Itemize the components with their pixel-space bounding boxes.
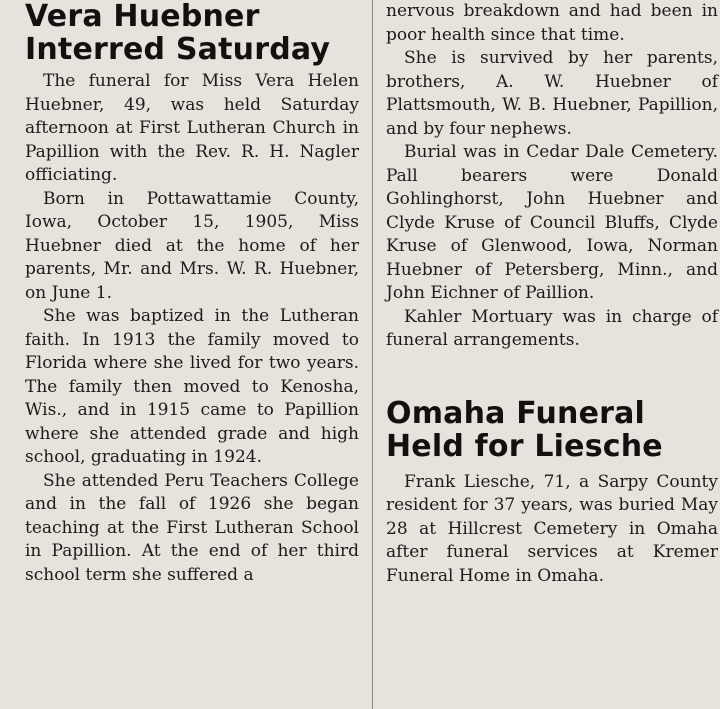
article-continuation: [386, 0, 718, 588]
article-vera-huebner: [25, 0, 359, 587]
article-paragraph: The funeral for Miss Vera Helen Huebner, 49, was held Saturday afternoon at First Lutheran Church in Papillion with the Rev. R. H. Nagler officiating.: [25, 71, 359, 185]
headline-line: Held for Liesche: [386, 428, 663, 464]
headline-line: Omaha Funeral: [386, 395, 646, 431]
article-frank-liesche: [386, 397, 718, 589]
article-headline: [25, 0, 359, 66]
article-paragraph: Kahler Mortuary was in charge of funeral arrangements.: [386, 306, 718, 350]
column-divider: [372, 0, 373, 709]
headline-line: Vera Huebner: [25, 0, 260, 34]
continued-paragraph: nervous breakdown and had been in poor health since that time.: [386, 1, 718, 45]
article-paragraph: She was baptized in the Lutheran faith. In 1913 the family moved to Florida where she lived for two years. The family then moved to Kenosha, Wis., and in 1915 came to Papillion where she attended grade and high school, graduating in 1924.: [25, 306, 359, 467]
article-paragraph: She attended Peru Teachers College and in the fall of 1926 she began teaching at the First Lutheran School in Papillion. At the end of her third school term she suffered a: [25, 470, 359, 585]
article-paragraph: Burial was in Cedar Dale Cemetery. Pall bearers were Donald Gohlinghorst, John Huebner and Clyde Kruse of Council Bluffs, Clyde Kruse of Glenwood, Iowa, Norman Huebner of Petersberg, Minn., and John Eichner of Paillion.: [386, 142, 718, 303]
article-headline: [386, 397, 718, 463]
article-paragraph: Born in Pottawattamie County, Iowa, October 15, 1905, Miss Huebner died at the home of her parents, Mr. and Mrs. W. R. Huebner, on June 1.: [25, 188, 359, 303]
headline-line: Interred Saturday: [25, 32, 331, 67]
article-paragraph: She is survived by her parents, brothers, A. W. Huebner of Plattsmouth, W. B. Huebner, Papillion, and by four nephews.: [386, 48, 718, 139]
article-paragraph: Frank Liesche, 71, a Sarpy County resident for 37 years, was buried May 28 at Hillcrest Cemetery in Omaha after funeral services at Kremer Funeral Home in Omaha.: [386, 471, 718, 586]
